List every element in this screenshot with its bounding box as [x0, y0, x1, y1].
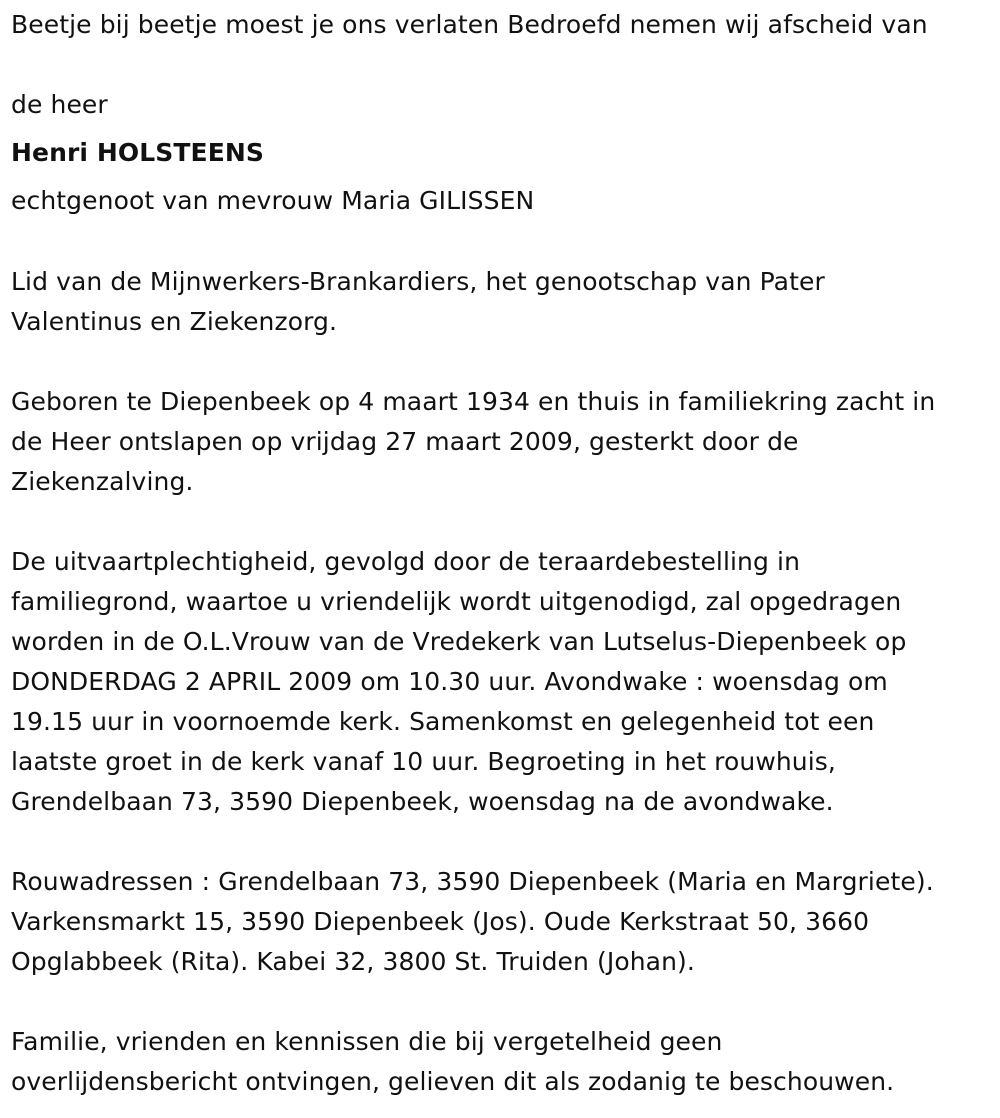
honorific-text: de heer [11, 90, 108, 119]
funeral-line: DONDERDAG 2 APRIL 2009 om 10.30 uur. Avondwake : woensdag om [11, 667, 888, 696]
membership-line: Lid van de Mijnwerkers-Brankardiers, het genootschap van Pater [11, 267, 825, 296]
funeral-line: laatste groet in de kerk vanaf 10 uur. Begroeting in het rouwhuis, [11, 747, 836, 776]
spouse-text: echtgenoot van mevrouw Maria GILISSEN [11, 186, 535, 215]
intro-text: Beetje bij beetje moest je ons verlaten Bedroefd nemen wij afscheid van [11, 10, 928, 39]
deceased-name: Henri HOLSTEENS [11, 138, 265, 167]
address-line: Rouwadressen : Grendelbaan 73, 3590 Diepenbeek (Maria en Margriete). [11, 867, 934, 896]
funeral-line: Grendelbaan 73, 3590 Diepenbeek, woensdag na de avondwake. [11, 787, 834, 816]
closing-line: overlijdensbericht ontvingen, gelieven dit als zodanig te beschouwen. [11, 1067, 895, 1096]
birth-death-line: de Heer ontslapen op vrijdag 27 maart 2009, gesterkt door de [11, 427, 799, 456]
funeral-line: familiegrond, waartoe u vriendelijk wordt uitgenodigd, zal opgedragen [11, 587, 902, 616]
funeral-line: 19.15 uur in voornoemde kerk. Samenkomst en gelegenheid tot een [11, 707, 875, 736]
funeral-line: De uitvaartplechtigheid, gevolgd door de teraardebestelling in [11, 547, 801, 576]
address-line: Opglabbeek (Rita). Kabei 32, 3800 St. Truiden (Johan). [11, 947, 695, 976]
closing-line: Familie, vrienden en kennissen die bij vergetelheid geen [11, 1027, 723, 1056]
membership-line: Valentinus en Ziekenzorg. [11, 307, 338, 336]
funeral-line: worden in de O.L.Vrouw van de Vredekerk van Lutselus-Diepenbeek op [11, 627, 907, 656]
birth-death-line: Geboren te Diepenbeek op 4 maart 1934 en thuis in familiekring zacht in [11, 387, 936, 416]
address-line: Varkensmarkt 15, 3590 Diepenbeek (Jos). Oude Kerkstraat 50, 3660 [11, 907, 870, 936]
birth-death-line: Ziekenzalving. [11, 467, 194, 496]
